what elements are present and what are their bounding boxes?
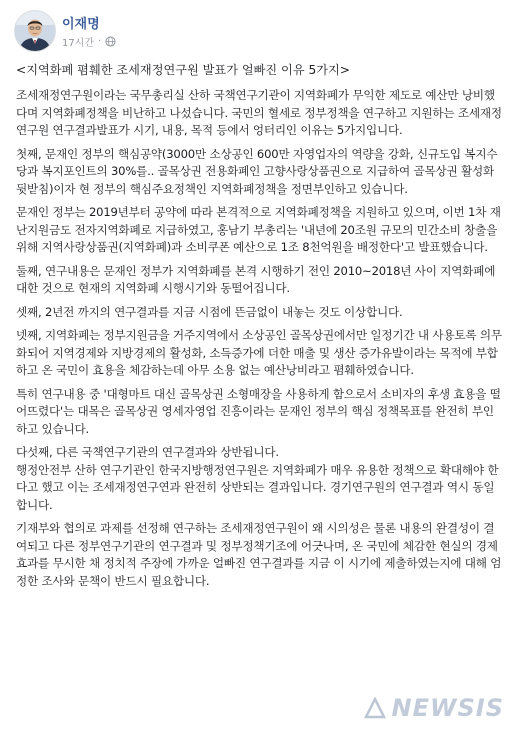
watermark-text: NEWSIS: [391, 694, 504, 722]
meta-separator: ·: [98, 36, 102, 47]
paragraph-fifth-reason: 다섯째, 다른 국책연구기관의 연구결과와 상반됩니다.: [16, 445, 279, 459]
post-time[interactable]: 17시간: [62, 38, 95, 49]
paragraph-fourth-reason-detail: 특히 연구내용 중 '대형마트 대신 골목상권 소형매장을 사용하게 함으로서 소비자의 후생 효용을 떨어뜨렸다'는 대목은 골목상권 영세자영업 진흥이라는 문재인 정부의 핵심 정책목표를 완전히 부인하고 있습니다.: [16, 386, 501, 436]
post-body: [16, 62, 502, 596]
paragraph-fifth-reason-detail: 행정안전부 산하 연구기관인 한국지방행정연구원은 지역화폐가 매우 유용한 정책으로 확대해야 한다고 했고 이는 조세재정연구연과 완전히 상반되는 결과입니다. 경기연구원의 연구결과 역시 동일합니다.: [16, 462, 499, 512]
newsis-logo-icon: [364, 697, 386, 719]
paragraph-fourth-reason: 넷째, 지역화폐는 정부지원금을 거주지역에서 소상공인 골목상권에서만 일정기간 내 사용토록 의무화되어 지역경제와 지방경제의 활성화, 소득증가에 더한 매출 및 생산 증가유발이라는 목적에 부합하고 온 국민이 효용을 체감하는데 아무 소용 없는 예산낭비라고 폄훼하였습니다.: [16, 328, 502, 377]
post-header: [14, 10, 504, 54]
author-name[interactable]: 이재명: [62, 17, 100, 32]
paragraph-third-reason: 셋째, 2년전 까지의 연구결과를 지금 시점에 뜬금없이 내놓는 것도 이상합니다.: [16, 304, 403, 319]
globe-icon[interactable]: [105, 36, 116, 47]
profile-photo: [15, 11, 55, 51]
paragraph-intro: 조세재정연구원이라는 국무총리실 산하 국책연구기관이 지역화폐가 무익한 제도로 예산만 낭비했다며 지역화폐정책을 비난하고 나섰습니다. 국민의 혈세로 정부정책을 연구하고 지원하는 조세재정연구원 연구결과발표가 시기, 내용, 목적 등에서 엉터리인 이유는 5가지입니다.: [16, 88, 502, 137]
paragraph-conclusion: 기재부와 협의로 과제를 선정해 연구하는 조세재정연구원이 왜 시의성은 물론 내용의 완결성이 결여되고 다른 정부연구기관의 연구결과 및 정부정책기조에 어긋나며, 온 국민에 체감한 현실의 경제효과를 무시한 채 정치적 주장에 가까운 얼빠진 연구결과를 지금 이 시기에 제출하였는지에 대해 엄정한 조사와 문책이 반드시 필요합니다.: [16, 521, 502, 588]
newsis-watermark: [364, 694, 504, 722]
paragraph-first-reason-detail: 문재인 정부는 2019년부터 공약에 따라 본격적으로 지역화폐정책을 지원하고 있으며, 이번 1차 재난지원금도 전자지역화폐로 지급하였고, 홍남기 부총리는 '내년에 20조원 규모의 민간소비 창출을 위해 지역사랑상품권(지역화폐)과 소비쿠폰 예산으로 1조 8천억원을 배정한다'고 발표했습니다.: [16, 205, 501, 254]
paragraph-first-reason: 첫째, 문재인 정부의 핵심공약(3000만 소상공인 600만 자영업자의 역량을 강화, 신규도입 복지수당과 복지포인트의 30%를.. 골목상권 전용화폐인 고향사랑상품권으로 지급하여 골목상권 활성화 뒷받침)이자 현 정부의 핵심주요정책인 지역화폐정책을 정면부인하고 있습니다.: [16, 146, 498, 196]
post-title: <지역화폐 폄훼한 조세재정연구원 발표가 얼빠진 이유 5가지>: [16, 63, 350, 77]
author-avatar[interactable]: [14, 10, 56, 52]
paragraph-second-reason: 둘째, 연구내용은 문재인 정부가 지역화폐를 본격 시행하기 전인 2010~2018년 사이 지역화폐에 대한 것으로 현재의 지역화폐 시행시기와 동떨어집니다.: [16, 263, 496, 295]
post-meta: [62, 34, 116, 49]
